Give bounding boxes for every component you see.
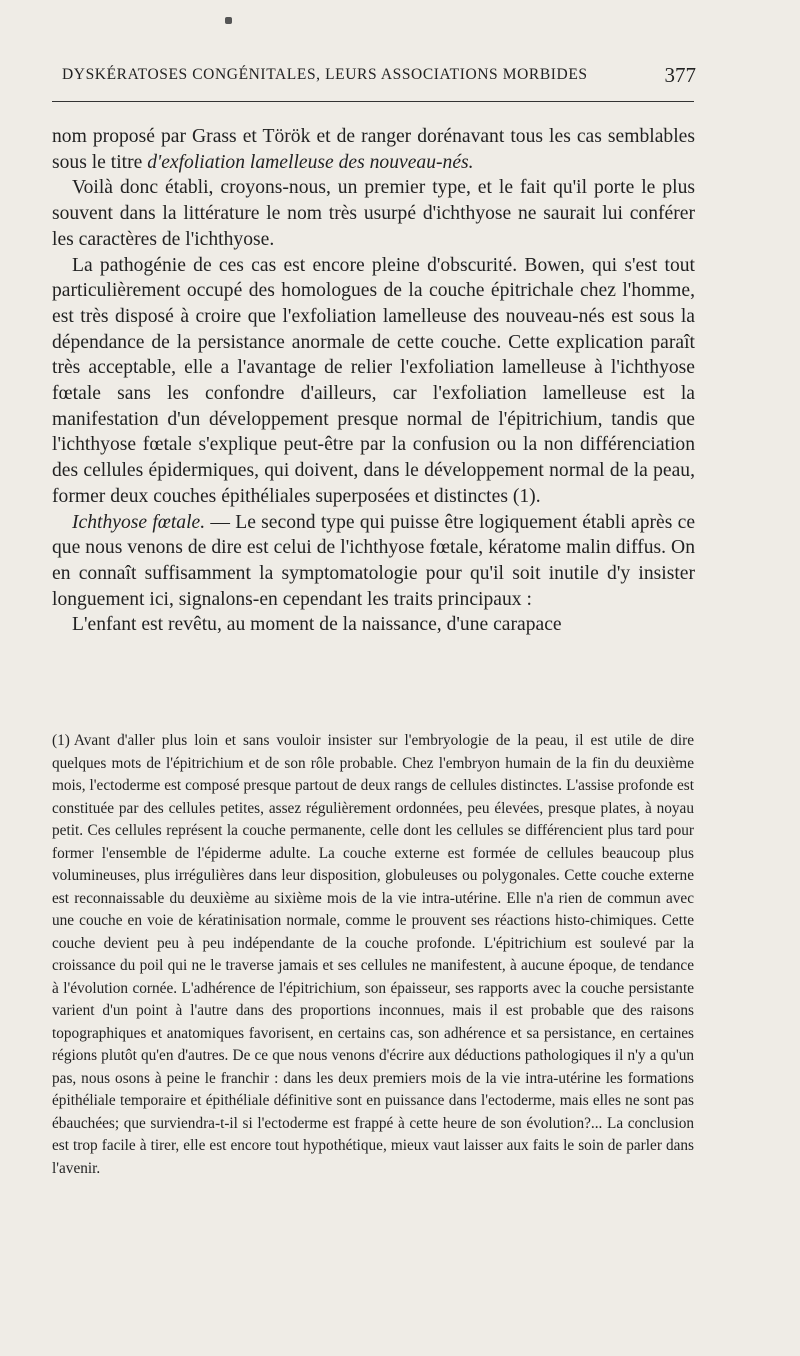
section-heading-ichthyose-foetale: Ichthyose fœtale.: [72, 511, 206, 533]
paragraph-5: L'enfant est revêtu, au moment de la naissance, d'une carapace: [72, 614, 562, 636]
footnotes: [52, 730, 694, 1180]
header-rule: [52, 101, 694, 102]
footnote-marker: (1): [52, 732, 70, 749]
paragraph-2: Voilà donc établi, croyons-nous, un premier type, et le fait qu'il porte le plus souvent dans la littérature le nom très usurpé d'ichthyose ne saurait lui conférer les caractères de l'ichthyose.: [52, 177, 695, 250]
paragraph-4: [52, 510, 695, 613]
main-text: [52, 124, 695, 638]
running-title: DYSKÉRATOSES CONGÉNITALES, LEURS ASSOCIATIONS MORBIDES: [62, 66, 588, 83]
paragraph-1: [52, 124, 695, 175]
paragraph-1-text: nom proposé par Grass et Török et de ranger dorénavant tous les cas semblables sous le titre: [52, 126, 695, 173]
footnote-text: Avant d'aller plus loin et sans vouloir insister sur l'embryologie de la peau, il est utile de dire quelques mots de l'épitrichium et de son rôle probable. Chez l'embryon humain de la fin du deuxième mois, l'ectoderme est composé presque partout de deux rangs de cellules distinctes. L'assise profonde est constituée par des cellules petites, assez régulièrement ordonnées, peu élevées, presque plates, à noyau petit. Ces cellules représent la couche permanente, celle dont les cellules se différencient plus tard pour former l'ensemble de l'épiderme adulte. La couche externe est formée de cellules beaucoup plus volumineuses, plus irrégulières dans leur disposition, globuleuses ou polygonales. Cette couche externe est reconnaissable du deuxième au sixième mois de la vie intra-utérine. Elle n'a rien de commun avec une couche en voie de kératinisation normale, comme le prouvent ses réactions histo-chimiques. Cette couche devient peu à peu indépendante de la couche profonde. L'épitrichium est soulevé par la croissance du poil qui ne le traverse jamais et ses cellules ne manifestent, à aucune époque, de tendance à l'évolution cornée. L'adhérence de l'épitrichium, son épaisseur, ses rapports avec la couche persistante varient d'un point à l'autre dans des proportions inconnues, mais il est probable que des raisons topographiques et anatomiques favorisent, en certains cas, son adhérence et sa persistance, en certaines régions plutôt qu'en d'autres. De ce que nous venons d'écrire aux déductions pathologiques il n'y a qu'un pas, nous osons à peine le franchir : dans les deux premiers mois de la vie intra-utérine les formations épithéliale temporaire et épithéliale définitive sont en puissance dans l'ectoderme, mais elles ne sont pas ébauchées; que surviendra-t-il si l'ectoderme est frappé à cette heure de son évolution?... La conclusion est trop facile à tirer, elle est encore tout hypothétique, mieux vaut laisser aux faits le soin de parler dans l'avenir.: [52, 732, 694, 1177]
paragraph-3: La pathogénie de ces cas est encore pleine d'obscurité. Bowen, qui s'est tout particulièrement occupé des homologues de la couche épitrichale chez l'homme, est très disposé à croire que l'exfoliation lamelleuse des nouveau-nés est sous la dépendance de la persistance anormale de cette couche. Cette explication paraît très acceptable, elle a l'avantage de relier l'exfoliation lamelleuse à l'ichthyose fœtale sans les confondre d'ailleurs, car l'exfoliation lamelleuse est la manifestation d'un développement presque normal de l'épitrichium, tandis que l'ichthyose fœtale s'explique peut-être par la confusion ou la non différenciation des cellules épidermiques, qui doivent, dans le développement normal de la peau, former deux couches épithéliales superposées et distinctes (1).: [52, 254, 695, 507]
printing-mark: [225, 17, 232, 24]
page-number: 377: [664, 63, 696, 87]
page-header: [62, 64, 696, 94]
paragraph-4-text: — Le second type qui puisse être logiquement établi après ce que nous venons de dire est celui de l'ichthyose fœtale, kératome malin diffus. On en connaît suffisamment la symptomatologie pour qu'il soit inutile d'y insister longuement ici, signalons-en cependant les traits principaux :: [52, 511, 696, 610]
paragraph-1-italic: d'exfoliation lamelleuse des nouveau-nés.: [147, 151, 474, 173]
footnote-1: [52, 730, 694, 1180]
